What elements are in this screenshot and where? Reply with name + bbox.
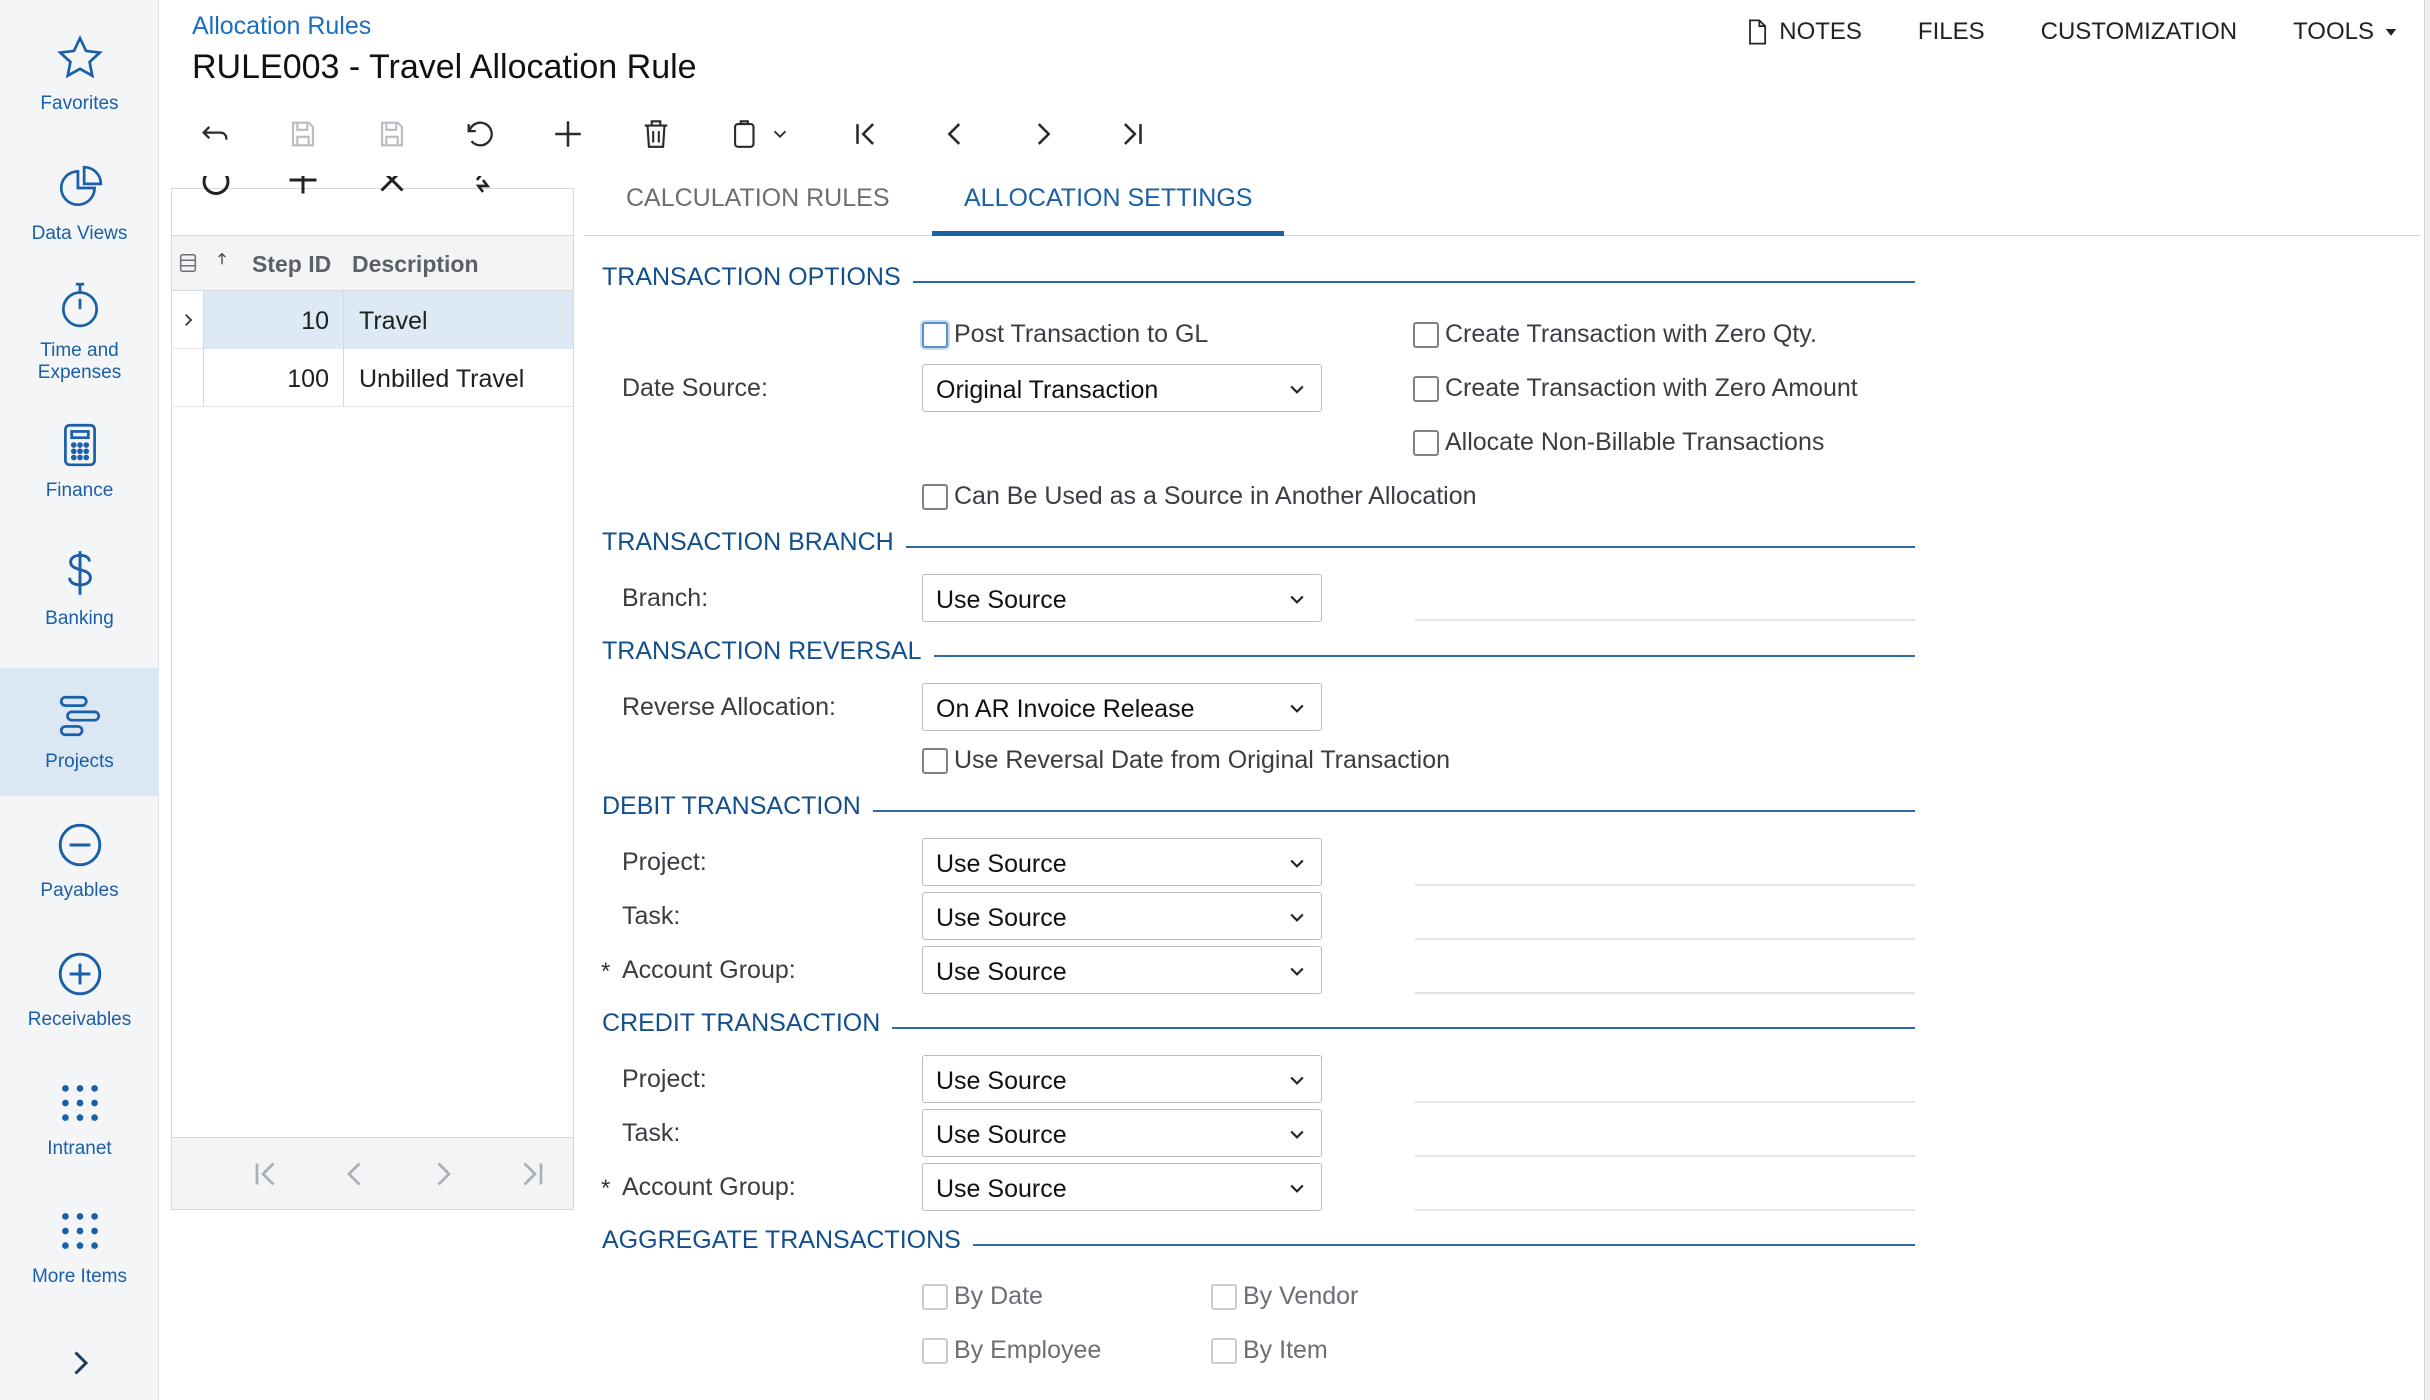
copy-paste-dropdown[interactable] (765, 108, 795, 160)
chevron-down-icon (769, 123, 791, 145)
calculator-icon (55, 420, 105, 470)
next-page-icon[interactable] (425, 1156, 461, 1192)
checkbox-label: Use Reversal Date from Original Transaction (954, 746, 1451, 774)
save-close-icon (286, 117, 320, 151)
customization-label: CUSTOMIZATION (2040, 18, 2238, 45)
nav-label: Finance (45, 480, 114, 501)
header-actions (1743, 18, 2400, 46)
checkbox-label: By Employee (954, 1336, 1102, 1364)
credit-task-label: Task: (622, 1119, 681, 1147)
save-button[interactable] (367, 108, 417, 160)
checkbox-box[interactable] (922, 1284, 948, 1310)
dollar-icon (55, 548, 105, 598)
checkbox-box[interactable] (922, 1338, 948, 1364)
cell-step-id: 100 (204, 349, 344, 407)
zero-amount-checkbox[interactable] (1413, 374, 1858, 403)
nav-more-items[interactable] (0, 1183, 159, 1311)
right-scrollbar[interactable] (2424, 0, 2430, 1400)
by-employee-checkbox[interactable] (922, 1336, 1101, 1365)
use-reversal-date-checkbox[interactable] (922, 746, 1450, 775)
credit-task-select[interactable] (922, 1109, 1322, 1157)
checkbox-label: Create Transaction with Zero Amount (1445, 374, 1858, 402)
branch-label: Branch: (622, 584, 709, 612)
chevron-down-icon (1287, 853, 1307, 873)
column-step-id[interactable]: Step ID (252, 251, 332, 277)
debit-account-group-description (1415, 992, 1915, 994)
checkbox-label: Post Transaction to GL (954, 320, 1209, 348)
row-expander (172, 349, 204, 407)
reverse-allocation-label: Reverse Allocation: (622, 693, 837, 721)
zero-qty-checkbox[interactable] (1413, 320, 1817, 349)
last-page-icon[interactable] (514, 1156, 550, 1192)
undo-arrow-icon (198, 117, 232, 151)
checkbox-box[interactable] (1413, 430, 1439, 456)
post-to-gl-checkbox[interactable] (922, 320, 1208, 349)
chevron-down-icon (1287, 1178, 1307, 1198)
customization-button[interactable] (2041, 18, 2237, 46)
plus-circle-icon (55, 949, 105, 999)
nav-label: Intranet (47, 1138, 112, 1159)
checkbox-box[interactable] (1413, 376, 1439, 402)
column-description[interactable]: Description (352, 251, 479, 277)
delete-button[interactable] (631, 108, 681, 160)
nav-projects[interactable] (0, 668, 159, 796)
nav-label: Payables (40, 880, 119, 901)
tab-bar (584, 176, 2420, 236)
checkbox-box[interactable] (922, 322, 948, 348)
credit-account-group-description (1415, 1209, 1915, 1211)
checkbox-box[interactable] (922, 748, 948, 774)
chevron-left-icon (938, 117, 972, 151)
nav-label: Favorites (40, 93, 119, 114)
checkbox-box[interactable] (1413, 322, 1439, 348)
pie-chart-icon (55, 163, 105, 213)
section-debit-transaction: DEBIT TRANSACTION (602, 792, 873, 821)
credit-project-description (1415, 1101, 1915, 1103)
debit-task-label: Task: (622, 902, 681, 930)
sort-arrow-icon[interactable] (214, 248, 230, 270)
nav-data-views[interactable] (0, 140, 159, 268)
refresh-icon[interactable] (198, 176, 234, 198)
delete-row-icon[interactable] (374, 176, 410, 198)
required-marker: * (601, 958, 611, 985)
by-item-checkbox[interactable] (1211, 1336, 1328, 1365)
chevron-down-icon (1287, 961, 1307, 981)
credit-account-group-label: Account Group: (622, 1173, 796, 1201)
nav-intranet[interactable] (0, 1055, 159, 1183)
grid-toolbar (171, 176, 574, 210)
debit-task-select[interactable] (922, 892, 1322, 940)
minus-circle-icon (55, 820, 105, 870)
column-settings-icon[interactable] (177, 249, 199, 277)
checkbox-box[interactable] (1211, 1284, 1237, 1310)
debit-project-label: Project: (622, 848, 707, 876)
nav-banking[interactable] (0, 525, 159, 653)
chevron-down-icon (1287, 379, 1307, 399)
checkbox-label: By Vendor (1243, 1282, 1359, 1310)
breadcrumb[interactable]: Allocation Rules (192, 12, 372, 40)
select-value: Use Source (936, 586, 1067, 614)
date-source-label: Date Source: (622, 374, 768, 402)
chevron-right-icon (179, 311, 197, 329)
cell-step-id: 10 (204, 291, 344, 349)
tab-calculation-rules[interactable]: CALCULATION RULES (626, 184, 890, 212)
trash-icon (639, 117, 673, 151)
nav-time-and-expenses[interactable] (0, 268, 159, 396)
date-source-select[interactable] (922, 364, 1322, 412)
cell-description: Travel (344, 291, 573, 349)
save-icon (375, 117, 409, 151)
notes-label: NOTES (1779, 18, 1862, 45)
chevron-down-icon (1287, 907, 1307, 927)
non-billable-checkbox[interactable] (1413, 428, 1824, 457)
checkbox-label: Create Transaction with Zero Qty. (1445, 320, 1817, 348)
tools-label: TOOLS (2293, 18, 2374, 45)
chevron-right-icon[interactable] (62, 1345, 98, 1381)
nav-label: Receivables (27, 1009, 132, 1030)
select-value: Use Source (936, 1067, 1067, 1095)
steps-grid (171, 188, 574, 1210)
checkbox-label: Can Be Used as a Source in Another Allocation (954, 482, 1477, 510)
nav-label: Projects (45, 751, 114, 772)
first-record-button[interactable] (841, 108, 891, 160)
credit-project-label: Project: (622, 1065, 707, 1093)
grid-dots-icon (55, 1206, 105, 1256)
last-record-button[interactable] (1107, 108, 1157, 160)
section-credit-transaction: CREDIT TRANSACTION (602, 1009, 892, 1038)
first-page-icon[interactable] (248, 1156, 284, 1192)
select-value: Use Source (936, 1175, 1067, 1203)
copy-paste-button[interactable] (720, 108, 770, 160)
section-aggregate-transactions: AGGREGATE TRANSACTIONS (602, 1226, 973, 1255)
projects-icon (55, 691, 105, 741)
by-date-checkbox[interactable] (922, 1282, 1043, 1311)
select-value: Use Source (936, 850, 1067, 878)
select-value: Use Source (936, 1121, 1067, 1149)
nav-payables[interactable] (0, 797, 159, 925)
debit-task-description (1415, 938, 1915, 940)
select-value: On AR Invoice Release (936, 695, 1195, 723)
grid-dots-icon (55, 1078, 105, 1128)
nav-label: More Items (31, 1266, 128, 1287)
cell-description: Unbilled Travel (359, 365, 525, 393)
nav-finance[interactable] (0, 397, 159, 525)
back-button[interactable] (190, 108, 240, 160)
debit-account-group-select[interactable] (922, 946, 1322, 994)
debit-account-group-label: Account Group: (622, 956, 796, 984)
last-icon (1115, 117, 1149, 151)
branch-description (1415, 619, 1915, 621)
tools-button[interactable] (2293, 18, 2400, 46)
section-transaction-options: TRANSACTION OPTIONS (602, 263, 913, 292)
required-marker: * (601, 1175, 611, 1202)
source-in-another-checkbox[interactable] (922, 482, 1477, 511)
select-value: Original Transaction (936, 376, 1159, 404)
checkbox-box[interactable] (922, 484, 948, 510)
table-row[interactable] (172, 349, 573, 407)
nav-favorites[interactable] (0, 10, 159, 138)
grid-header (172, 235, 573, 291)
cancel-button[interactable] (455, 108, 505, 160)
checkbox-label: Allocate Non-Billable Transactions (1445, 428, 1825, 456)
chevron-down-icon (1287, 698, 1307, 718)
reverse-allocation-select[interactable] (922, 683, 1322, 731)
files-label: FILES (1917, 18, 1985, 45)
chevron-down-icon (1287, 1070, 1307, 1090)
document-icon (1743, 18, 1771, 46)
select-value: Use Source (936, 958, 1067, 986)
chevron-right-icon (1026, 117, 1060, 151)
checkbox-box[interactable] (1211, 1338, 1237, 1364)
previous-record-button[interactable] (930, 108, 980, 160)
fit-columns-icon[interactable] (462, 176, 498, 198)
checkbox-label: By Item (1243, 1336, 1328, 1364)
save-and-close-button[interactable] (278, 108, 328, 160)
nav-label: Data Views (31, 223, 128, 244)
plus-icon (551, 117, 585, 151)
branch-select[interactable] (922, 574, 1322, 622)
nav-label: Time and Expenses (37, 340, 122, 383)
files-button[interactable] (1918, 18, 1985, 46)
nav-label: Banking (45, 608, 114, 629)
caret-down-icon (2382, 23, 2400, 41)
select-value: Use Source (936, 904, 1067, 932)
first-icon (849, 117, 883, 151)
nav-receivables[interactable] (0, 926, 159, 1054)
left-navigation (0, 0, 159, 1400)
chevron-down-icon (1287, 589, 1307, 609)
star-icon (55, 33, 105, 83)
revert-icon (463, 117, 497, 151)
credit-account-group-select[interactable] (922, 1163, 1322, 1211)
credit-project-select[interactable] (922, 1055, 1322, 1103)
by-vendor-checkbox[interactable] (1211, 1282, 1358, 1311)
add-button[interactable] (543, 108, 593, 160)
clipboard-icon (728, 117, 762, 151)
checkbox-label: By Date (954, 1282, 1043, 1310)
debit-project-description (1415, 884, 1915, 886)
next-record-button[interactable] (1018, 108, 1068, 160)
debit-project-select[interactable] (922, 838, 1322, 886)
notes-button[interactable] (1743, 18, 1862, 46)
page-title: RULE003 - Travel Allocation Rule (192, 48, 697, 86)
section-transaction-reversal: TRANSACTION REVERSAL (602, 637, 934, 666)
tab-allocation-settings[interactable]: ALLOCATION SETTINGS (932, 184, 1284, 236)
table-row[interactable] (172, 291, 573, 349)
chevron-down-icon (1287, 1124, 1307, 1144)
add-row-icon[interactable] (285, 176, 321, 198)
previous-page-icon[interactable] (337, 1156, 373, 1192)
grid-pager (172, 1137, 573, 1209)
stopwatch-icon (55, 280, 105, 330)
credit-task-description (1415, 1155, 1915, 1157)
row-expander[interactable] (172, 291, 204, 349)
section-transaction-branch: TRANSACTION BRANCH (602, 528, 906, 557)
